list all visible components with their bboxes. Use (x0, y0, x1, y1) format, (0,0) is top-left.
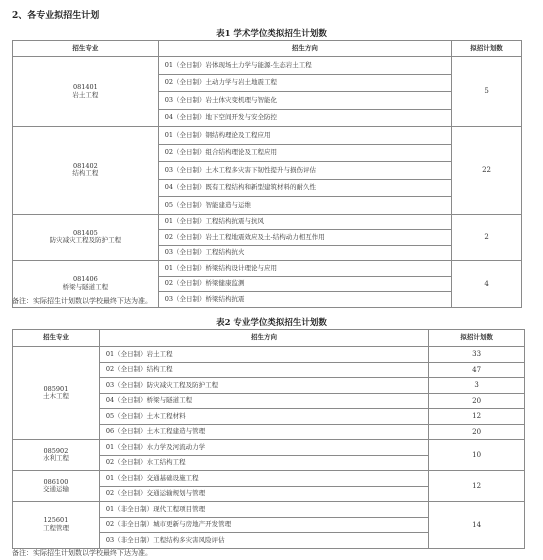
major-code: 085901 (43, 384, 69, 393)
major-cell (13, 57, 159, 127)
table2-header-count: 拟招计划数 (429, 330, 525, 347)
table2-header-major: 招生专业 (13, 330, 100, 347)
direction-cell: 02（全日制）组合结构理论及工程应用 (158, 144, 451, 162)
table1-header-major: 招生专业 (13, 41, 159, 57)
table-row (13, 261, 522, 277)
major-cell (13, 214, 159, 261)
direction-cell: 05（全日制）智能建造与运维 (158, 197, 451, 215)
direction-cell: 06（全日制）土木工程建造与管理 (99, 424, 428, 440)
direction-cell: 01（全日制）桥梁结构设计理论与应用 (158, 261, 451, 277)
direction-cell: 04（全日制）既有工程结构和新型建筑材料的耐久性 (158, 179, 451, 197)
table-row (13, 214, 522, 230)
direction-cell: 04（全日制）地下空间开发与安全防控 (158, 109, 451, 127)
table2-note: 备注：实际招生计划数以学校最终下达为准。 (12, 549, 152, 557)
major-cell (13, 127, 159, 215)
major-code: 085902 (43, 446, 69, 455)
count-cell: 20 (429, 393, 525, 409)
major-cell (13, 471, 100, 502)
direction-cell: 01（全日制）交通基础设施工程 (99, 471, 428, 487)
direction-cell: 03（全日制）土木工程多灾害下韧性提升与损伤评估 (158, 162, 451, 180)
direction-cell: 03（全日制）桥梁结构抗震 (158, 292, 451, 308)
direction-cell: 02（非全日制）城市更新与房地产开发管理 (99, 517, 428, 533)
major-name: 结构工程 (72, 169, 99, 178)
count-cell: 2 (452, 214, 522, 261)
table-row (13, 440, 525, 456)
major-cell (13, 440, 100, 471)
direction-cell: 05（全日制）土木工程材料 (99, 409, 428, 425)
table1-header-count: 拟招计划数 (452, 41, 522, 57)
direction-cell: 01（全日制）钢结构理论及工程应用 (158, 127, 451, 145)
major-name: 工程管理 (42, 523, 69, 532)
direction-cell: 01（全日制）工程结构抗震与抗风 (158, 214, 451, 230)
section-heading: 2、各专业拟招生计划 (12, 11, 100, 21)
direction-cell: 03（全日制）防灾减灾工程及防护工程 (99, 378, 428, 394)
major-name: 桥梁与隧道工程 (62, 282, 109, 291)
major-code: 125601 (43, 516, 69, 525)
direction-cell: 03（全日制）工程结构抗火 (158, 245, 451, 261)
direction-cell: 02（全日制）交通运输规划与管理 (99, 486, 428, 502)
direction-cell: 01（全日制）岩体现场土力学与能源-生态岩土工程 (158, 57, 451, 75)
major-cell (13, 347, 100, 440)
major-code: 081406 (72, 275, 98, 284)
table1-caption: 表1 学术学位类拟招生计划数 (216, 29, 327, 39)
table-row (13, 127, 522, 145)
count-cell: 3 (429, 378, 525, 394)
table2-caption: 表2 专业学位类拟招生计划数 (216, 318, 327, 328)
table-row (13, 471, 525, 487)
direction-cell: 03（非全日制）工程结构多灾害风险评估 (99, 533, 428, 549)
table1-header-direction: 招生方向 (158, 41, 451, 57)
major-name: 防灾减灾工程及防护工程 (49, 236, 122, 245)
count-cell: 4 (452, 261, 522, 308)
direction-cell: 01（全日制）水力学及河流动力学 (99, 440, 428, 456)
major-name: 交通运输 (42, 485, 69, 493)
major-code: 081402 (72, 161, 98, 170)
count-cell: 10 (429, 440, 525, 471)
table2 (12, 329, 525, 549)
direction-cell: 02（全日制）岩土工程地震效应及土-结构动力相互作用 (158, 230, 451, 246)
table1-note: 备注：实际招生计划数以学校最终下达为准。 (12, 297, 152, 305)
table1 (12, 40, 522, 308)
count-cell: 12 (429, 409, 525, 425)
major-name: 土木工程 (42, 392, 69, 400)
table-row (13, 57, 522, 75)
major-code: 081401 (72, 83, 98, 92)
direction-cell: 01（全日制）岩土工程 (99, 347, 428, 363)
major-code: 086100 (43, 477, 69, 486)
table2-header-row (13, 330, 525, 347)
direction-cell: 02（全日制）桥梁健康监测 (158, 276, 451, 292)
count-cell: 22 (452, 127, 522, 215)
count-cell: 12 (429, 471, 525, 502)
direction-cell: 03（全日制）岩土体灾变机理与智能化 (158, 92, 451, 110)
table-row (13, 502, 525, 518)
table-row (13, 347, 525, 363)
major-cell (13, 502, 100, 549)
count-cell: 5 (452, 57, 522, 127)
direction-cell: 02（全日制）结构工程 (99, 362, 428, 378)
table1-header-row (13, 41, 522, 57)
direction-cell: 02（全日制）水工结构工程 (99, 455, 428, 471)
major-code: 081405 (72, 228, 98, 237)
major-name: 岩土工程 (72, 90, 99, 99)
direction-cell: 01（非全日制）现代工程项目管理 (99, 502, 428, 518)
count-cell: 14 (429, 502, 525, 549)
major-name: 水利工程 (42, 454, 69, 462)
direction-cell: 04（全日制）桥梁与隧道工程 (99, 393, 428, 409)
count-cell: 33 (429, 347, 525, 363)
count-cell: 47 (429, 362, 525, 378)
table2-header-direction: 招生方向 (99, 330, 428, 347)
count-cell: 20 (429, 424, 525, 440)
direction-cell: 02（全日制）土动力学与岩土地震工程 (158, 74, 451, 92)
